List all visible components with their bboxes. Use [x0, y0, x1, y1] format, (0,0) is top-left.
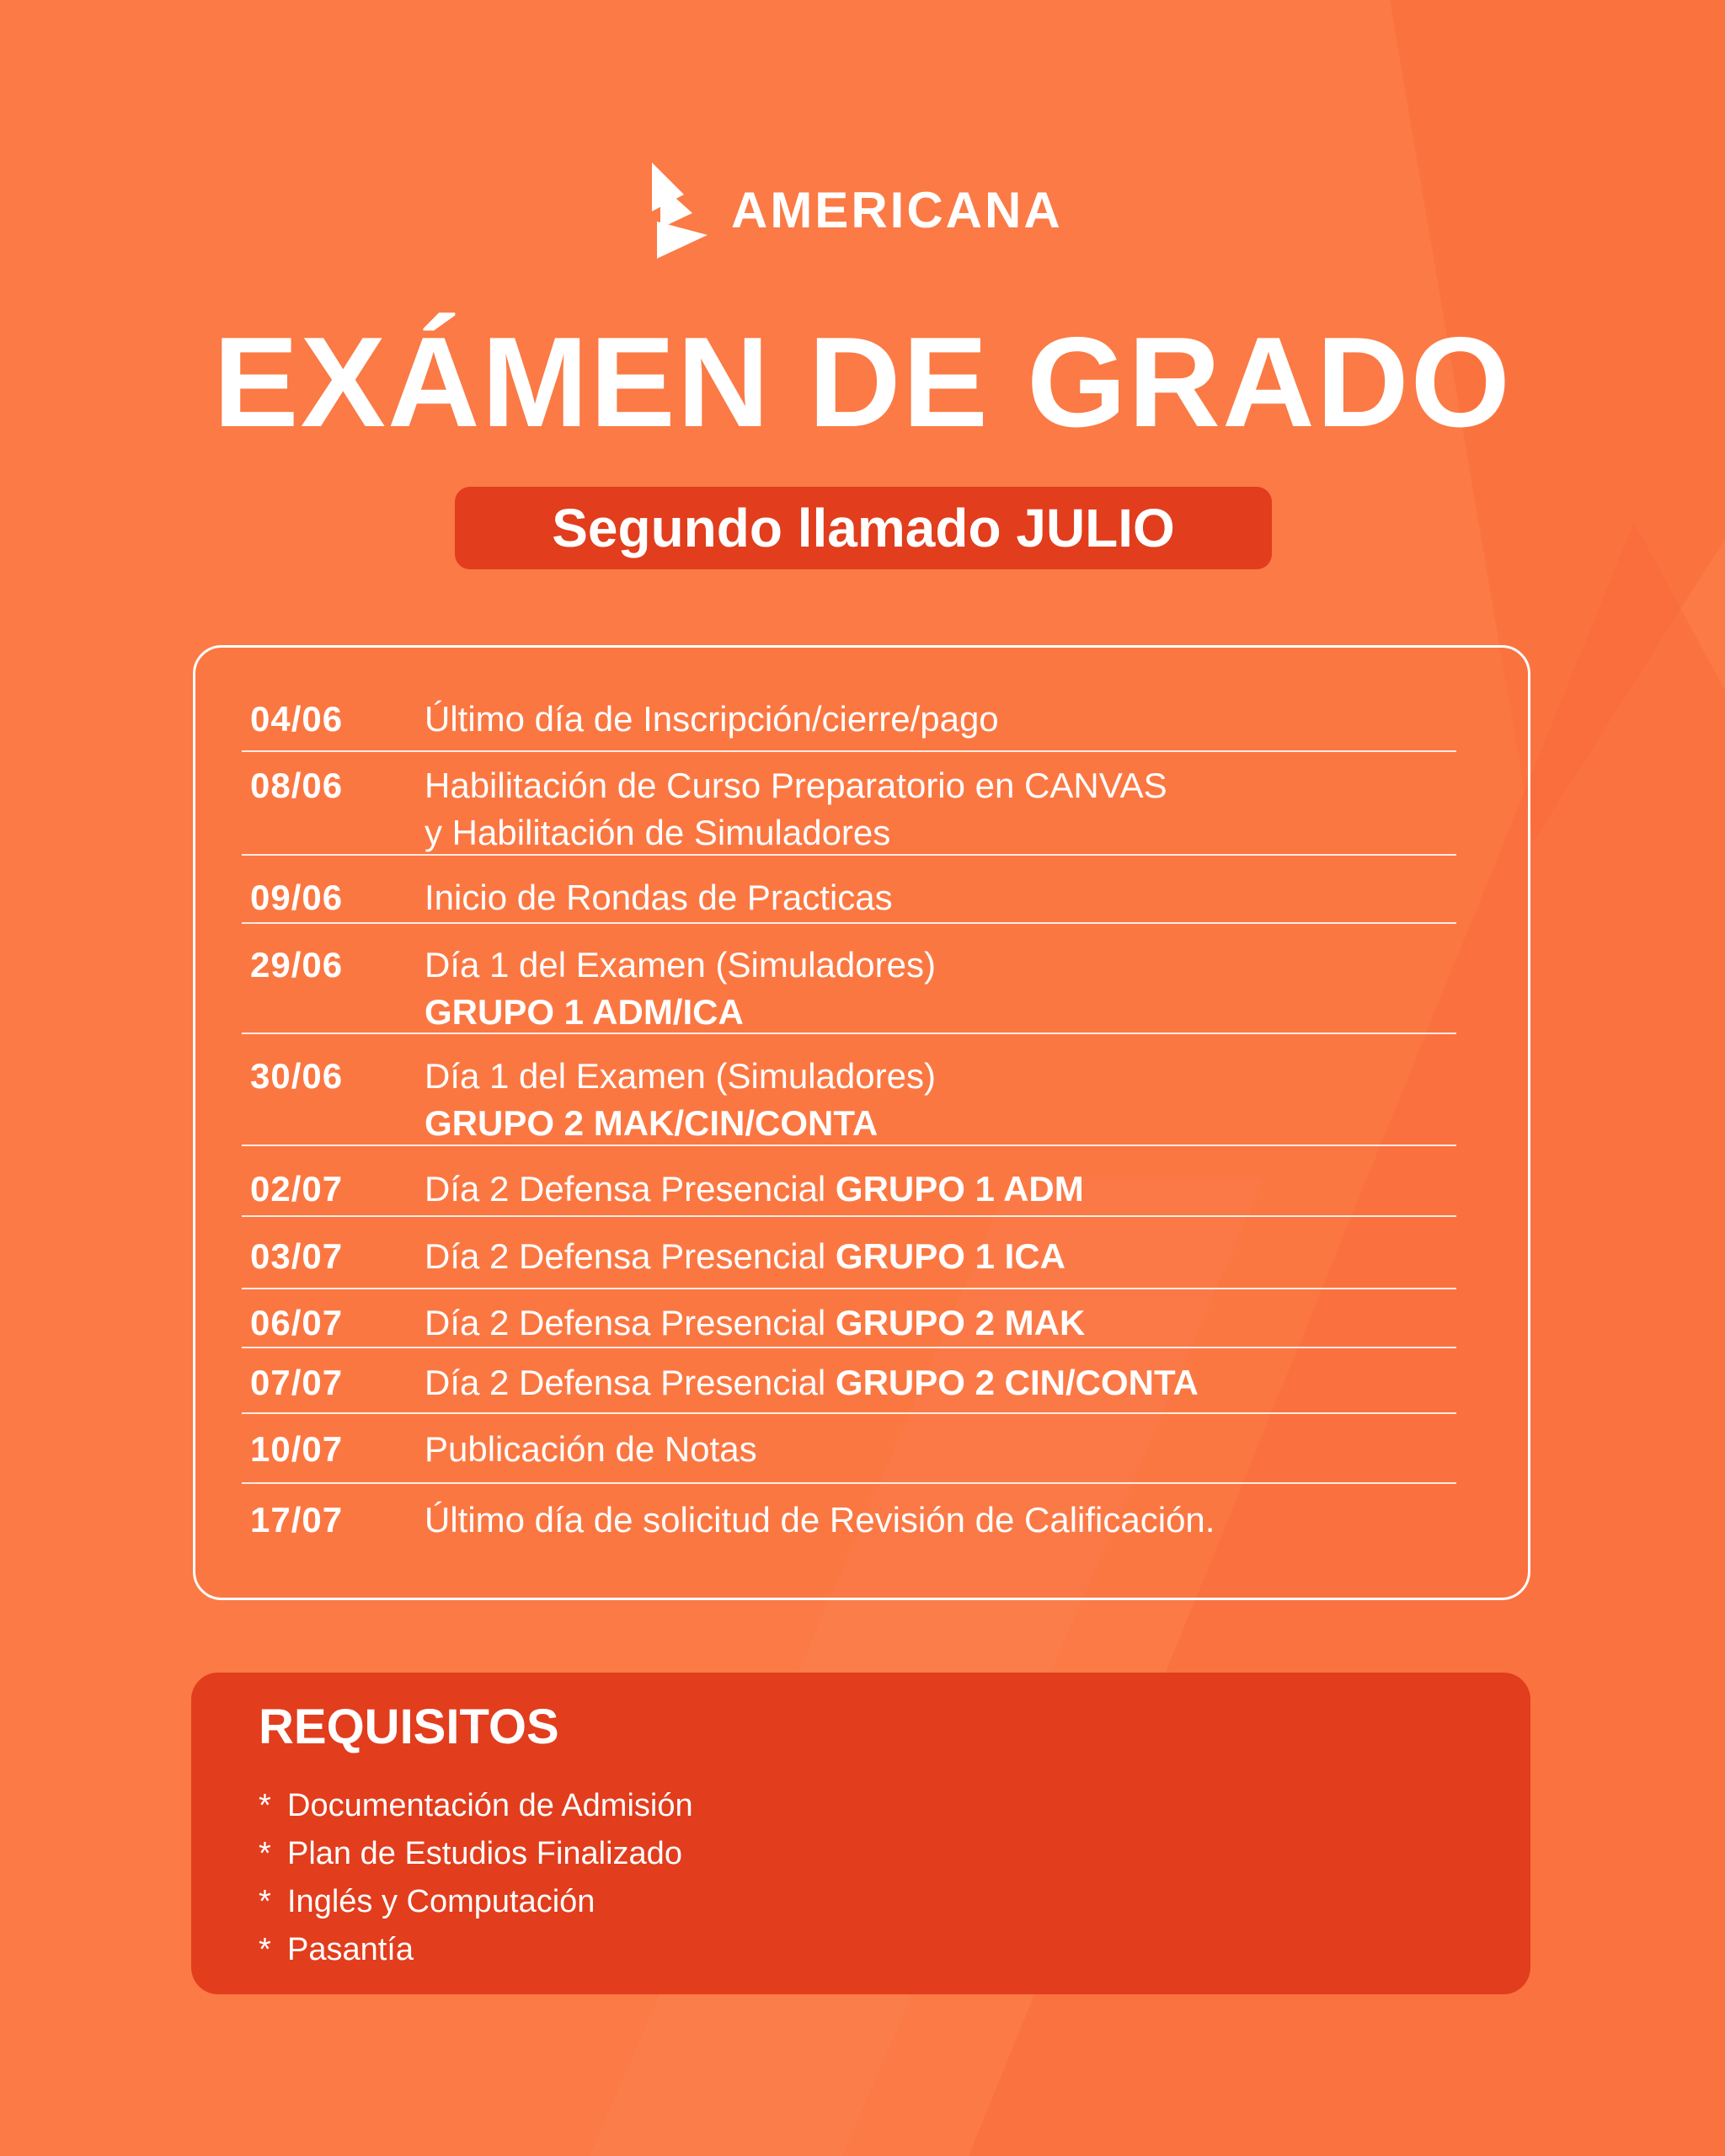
requirement-item — [259, 1830, 693, 1878]
schedule-panel — [193, 645, 1530, 1600]
bullet-asterisk-icon: * — [259, 1788, 271, 1823]
requirements-panel — [191, 1673, 1530, 1994]
schedule-date: 04/06 — [250, 699, 344, 739]
schedule-text: Día 2 Defensa Presencial — [425, 1236, 836, 1276]
schedule-description — [425, 1299, 1456, 1347]
schedule-text: Día 1 del Examen (Simuladores) — [425, 945, 936, 985]
schedule-date: 29/06 — [250, 945, 344, 985]
schedule-description-line — [425, 809, 1456, 857]
schedule-text: Día 2 Defensa Presencial — [425, 1363, 836, 1402]
schedule-text: Habilitación de Curso Preparatorio en CANVAS — [425, 766, 1167, 805]
schedule-divider — [242, 750, 1456, 752]
schedule-description-line — [425, 1426, 1456, 1473]
requirement-text: Inglés y Computación — [287, 1884, 595, 1919]
subtitle-text: Segundo llamado JULIO — [552, 498, 1175, 558]
schedule-description — [425, 696, 1456, 743]
bullet-asterisk-icon: * — [259, 1836, 271, 1871]
schedule-description-line — [425, 1497, 1456, 1544]
schedule-divider — [242, 1288, 1456, 1289]
schedule-description — [425, 1166, 1456, 1213]
schedule-divider — [242, 1215, 1456, 1217]
schedule-description — [425, 942, 1456, 1036]
page-title: EXÁMEN DE GRADO — [213, 311, 1512, 454]
schedule-divider — [242, 1482, 1456, 1484]
schedule-text: Día 2 Defensa Presencial — [425, 1303, 836, 1342]
schedule-description — [425, 1426, 1456, 1473]
schedule-divider — [242, 1033, 1456, 1034]
schedule-text: y Habilitación de Simuladores — [425, 813, 891, 852]
requirement-text: Pasantía — [287, 1932, 414, 1967]
schedule-text: Último día de Inscripción/cierre/pago — [425, 699, 999, 739]
schedule-description-line — [425, 989, 1456, 1036]
schedule-date: 07/07 — [250, 1363, 344, 1402]
schedule-description-line — [425, 1166, 1456, 1213]
schedule-description — [425, 1233, 1456, 1280]
schedule-text: Publicación de Notas — [425, 1429, 757, 1469]
schedule-description-line — [425, 696, 1456, 743]
bullet-asterisk-icon: * — [259, 1932, 271, 1967]
schedule-date: 10/07 — [250, 1429, 344, 1469]
schedule-group-label: GRUPO 2 CIN/CONTA — [835, 1363, 1199, 1402]
schedule-divider — [242, 922, 1456, 924]
schedule-group-label: GRUPO 1 ADM — [835, 1169, 1084, 1209]
schedule-date: 17/07 — [250, 1500, 344, 1540]
schedule-date: 02/07 — [250, 1169, 344, 1209]
schedule-description-line — [425, 1233, 1456, 1280]
requirement-text: Plan de Estudios Finalizado — [287, 1836, 682, 1871]
schedule-description — [425, 1359, 1456, 1406]
schedule-description — [425, 1053, 1456, 1147]
schedule-description — [425, 762, 1456, 857]
schedule-group-label: GRUPO 2 MAK — [835, 1303, 1086, 1342]
schedule-description-line — [425, 874, 1456, 921]
brand-name: AMERICANA — [731, 182, 1063, 238]
schedule-date: 08/06 — [250, 766, 344, 805]
schedule-description-line — [425, 942, 1456, 989]
schedule-description-line — [425, 1053, 1456, 1100]
schedule-date: 30/06 — [250, 1056, 344, 1096]
requirement-item — [259, 1926, 693, 1974]
schedule-text: Último día de solicitud de Revisión de Calificación. — [425, 1500, 1215, 1540]
schedule-description-line — [425, 1299, 1456, 1347]
schedule-date: 09/06 — [250, 878, 344, 917]
schedule-description — [425, 1497, 1456, 1544]
brand-logo — [649, 160, 1063, 261]
schedule-text: Inicio de Rondas de Practicas — [425, 878, 893, 917]
schedule-divider — [242, 1145, 1456, 1146]
schedule-description — [425, 874, 1456, 921]
requirements-title: REQUISITOS — [259, 1700, 559, 1754]
requirement-text: Documentación de Admisión — [287, 1788, 693, 1823]
bullet-asterisk-icon: * — [259, 1884, 271, 1919]
schedule-divider — [242, 854, 1456, 856]
schedule-text: Día 2 Defensa Presencial — [425, 1169, 836, 1209]
requirement-item — [259, 1878, 693, 1926]
schedule-group-label: GRUPO 1 ADM/ICA — [425, 992, 744, 1032]
schedule-description-line — [425, 1359, 1456, 1406]
schedule-group-label: GRUPO 2 MAK/CIN/CONTA — [425, 1103, 879, 1143]
americana-logo-icon — [649, 161, 713, 260]
requirements-list — [259, 1782, 693, 1974]
schedule-description-line — [425, 1100, 1456, 1147]
schedule-description-line — [425, 762, 1456, 809]
schedule-date: 03/07 — [250, 1236, 344, 1276]
subtitle-badge — [455, 487, 1272, 569]
schedule-divider — [242, 1412, 1456, 1414]
schedule-text: Día 1 del Examen (Simuladores) — [425, 1056, 936, 1096]
schedule-date: 06/07 — [250, 1303, 344, 1342]
requirement-item — [259, 1782, 693, 1830]
schedule-group-label: GRUPO 1 ICA — [835, 1236, 1065, 1276]
schedule-divider — [242, 1347, 1456, 1348]
